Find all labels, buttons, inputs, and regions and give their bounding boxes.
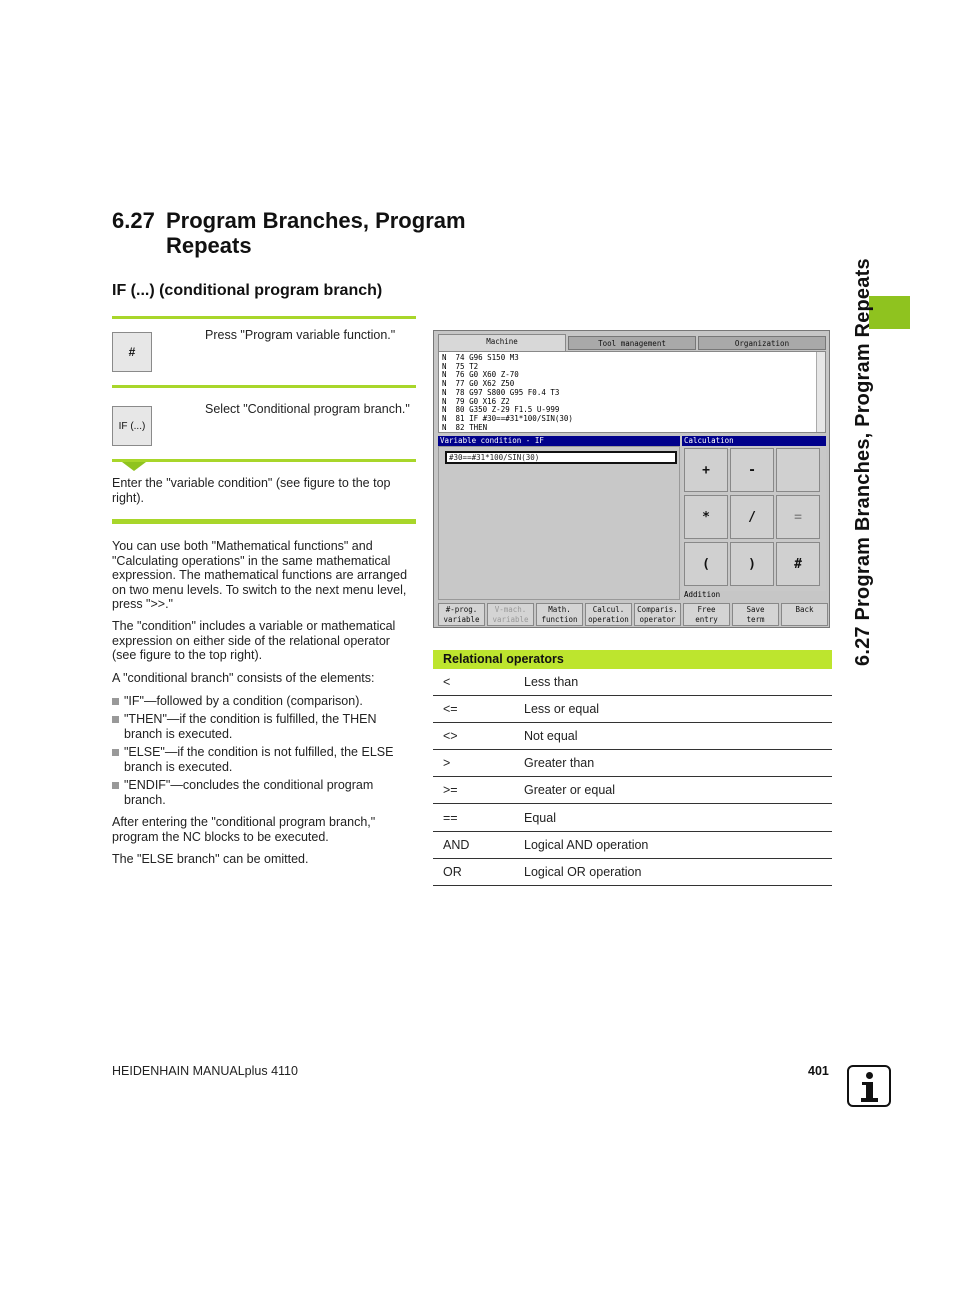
- bullet-square-icon: [112, 782, 119, 789]
- paragraph: The "condition" includes a variable or mathematical expression on either side of the relational operator (see figure to the top right).: [112, 619, 396, 662]
- list-item-text: "ELSE"—if the condition is not fulfilled, the ELSE branch is executed.: [124, 745, 394, 774]
- operator-cell: OR: [443, 865, 462, 879]
- hash-key-icon: #: [112, 332, 152, 372]
- table-row: [433, 832, 832, 859]
- calc-multiply-button[interactable]: *: [684, 495, 728, 539]
- tab-organization[interactable]: Organization: [698, 336, 826, 350]
- softkey-label: variable: [492, 614, 529, 624]
- table-row: [433, 750, 832, 777]
- bullet-square-icon: [112, 749, 119, 756]
- softkey-save-term[interactable]: [732, 603, 779, 626]
- softkey-label: Free: [697, 605, 716, 614]
- step-1-text: Press "Program variable function.": [205, 328, 396, 342]
- operator-cell: <>: [443, 729, 458, 743]
- section-heading: [112, 208, 466, 258]
- operator-cell: ==: [443, 811, 458, 825]
- softkey-back[interactable]: [781, 603, 828, 626]
- divider-line: [112, 316, 416, 319]
- softkey-label: #-prog.: [445, 605, 478, 614]
- program-line: N 74 G96 S150 M3: [442, 353, 519, 362]
- calc-open-paren-button[interactable]: (: [684, 542, 728, 586]
- scrollbar[interactable]: [816, 352, 825, 432]
- divider-line: [112, 459, 416, 462]
- step-2-text: Select "Conditional program branch.": [205, 402, 410, 416]
- divider-line-end: [112, 519, 416, 524]
- program-line: N 79 G0 X16 Z2: [442, 396, 510, 406]
- softkey-free-entry[interactable]: [683, 603, 730, 626]
- softkey-label: entry: [695, 614, 718, 624]
- softkey-label: variable: [443, 614, 480, 624]
- subheading: IF (...) (conditional program branch): [112, 282, 383, 299]
- table-row: [433, 669, 832, 696]
- softkey-label: Save: [746, 605, 765, 614]
- variable-condition-input[interactable]: #30==#31*100/SIN(30): [445, 451, 677, 464]
- paragraph: A "conditional branch" consists of the elements:: [112, 671, 375, 685]
- info-icon: [847, 1065, 891, 1107]
- section-title-line1: Program Branches, Program: [166, 208, 466, 233]
- enter-paragraph: Enter the "variable condition" (see figure to the top right).: [112, 476, 391, 505]
- calc-plus-button[interactable]: +: [684, 448, 728, 492]
- meaning-cell: Less or equal: [524, 702, 600, 716]
- softkey-label: Comparis.: [637, 605, 678, 614]
- table-row: [433, 859, 832, 886]
- operator-cell: <: [443, 675, 451, 689]
- program-line: N 82 THEN: [442, 422, 488, 432]
- list-item-text: "THEN"—if the condition is fulfilled, the THEN branch is executed.: [124, 712, 377, 741]
- softkey-prog-variable[interactable]: [438, 603, 485, 626]
- calc-divide-button[interactable]: /: [730, 495, 774, 539]
- meaning-cell: Greater than: [524, 756, 595, 770]
- meaning-cell: Equal: [524, 811, 556, 825]
- list-item-text: "ENDIF"—concludes the conditional program branch.: [124, 778, 374, 807]
- side-tab-marker: [869, 296, 910, 329]
- paragraph: The "ELSE branch" can be omitted.: [112, 852, 309, 866]
- list-item: [112, 712, 412, 741]
- calc-status: Addition: [684, 590, 721, 599]
- table-header: Relational operators: [433, 650, 832, 669]
- softkey-label: V-mach.: [494, 605, 527, 614]
- softkey-label: operator: [639, 614, 676, 624]
- if-key-icon: IF (...): [112, 406, 152, 446]
- tab-tool-management[interactable]: Tool management: [568, 336, 696, 350]
- calc-close-paren-button[interactable]: ): [730, 542, 774, 586]
- page-number: 401: [808, 1064, 829, 1078]
- operator-cell: >: [443, 756, 451, 770]
- control-screen-figure: [433, 330, 830, 628]
- table-row: [433, 777, 832, 804]
- softkey-label: operation: [588, 614, 629, 624]
- bullet-square-icon: [112, 698, 119, 705]
- softkey-label: function: [541, 614, 578, 624]
- list-item: [112, 694, 412, 709]
- program-line: N 81 IF #30==#31*100/SIN(30): [442, 413, 573, 423]
- program-listing: [438, 351, 826, 433]
- softkey-math-function[interactable]: [536, 603, 583, 626]
- meaning-cell: Greater or equal: [524, 783, 616, 797]
- operator-cell: AND: [443, 838, 470, 852]
- program-line: N 76 G0 X60 Z-70: [442, 370, 519, 380]
- softkey-label: term: [746, 614, 765, 624]
- calculation-title: Calculation: [682, 436, 826, 446]
- arrow-down-icon: [122, 462, 146, 471]
- paragraph: After entering the "conditional program branch," program the NC blocks to be executed.: [112, 815, 376, 844]
- meaning-cell: Not equal: [524, 729, 578, 743]
- softkey-label: Back: [795, 605, 814, 614]
- operator-cell: >=: [443, 783, 458, 797]
- section-title-line2: Repeats: [166, 233, 252, 258]
- divider-line: [112, 385, 416, 388]
- list-item: [112, 745, 412, 774]
- enter-text: [112, 476, 416, 505]
- bullet-square-icon: [112, 716, 119, 723]
- meaning-cell: Logical AND operation: [524, 838, 649, 852]
- section-number: 6.27: [112, 208, 155, 233]
- table-row: [433, 805, 832, 832]
- calculator-keypad: [682, 446, 826, 591]
- softkey-comparis-operator[interactable]: [634, 603, 681, 626]
- calc-minus-button[interactable]: -: [730, 448, 774, 492]
- softkey-mach-variable[interactable]: [487, 603, 534, 626]
- table-row: [433, 696, 832, 723]
- program-line: N 78 G97 S800 G95 F0.4 T3: [442, 387, 560, 397]
- paragraph: You can use both "Mathematical functions" and "Calculating operations" in the same mathematical expression. The mathematical functions are arranged on two menu levels. To switch to the next menu level, press ">>.": [112, 539, 408, 611]
- calc-hash-button[interactable]: #: [776, 542, 820, 586]
- footer-manual-name: HEIDENHAIN MANUALplus 4110: [112, 1064, 298, 1078]
- softkey-label: Calcul.: [592, 605, 625, 614]
- program-line: N 75 T2: [442, 361, 479, 371]
- list-item: [112, 778, 412, 807]
- softkey-calcul-operation[interactable]: [585, 603, 632, 626]
- operator-cell: <=: [443, 702, 458, 716]
- list-item-text: "IF"—followed by a condition (comparison).: [124, 694, 363, 708]
- variable-condition-title: Variable condition - IF: [438, 436, 680, 446]
- meaning-cell: Less than: [524, 675, 579, 689]
- side-running-title: 6.27 Program Branches, Program Repeats: [852, 258, 874, 666]
- variable-condition-pane: [438, 446, 680, 600]
- calc-equals-button[interactable]: =: [776, 495, 820, 539]
- program-line: N 80 G350 Z-29 F1.5 U-999: [442, 405, 560, 415]
- meaning-cell: Logical OR operation: [524, 865, 642, 879]
- calc-blank-button[interactable]: [776, 448, 820, 492]
- softkey-label: Math.: [548, 605, 571, 614]
- program-line: N 77 G0 X62 Z50: [442, 379, 515, 389]
- tab-machine[interactable]: Machine: [438, 334, 566, 351]
- table-row: [433, 723, 832, 750]
